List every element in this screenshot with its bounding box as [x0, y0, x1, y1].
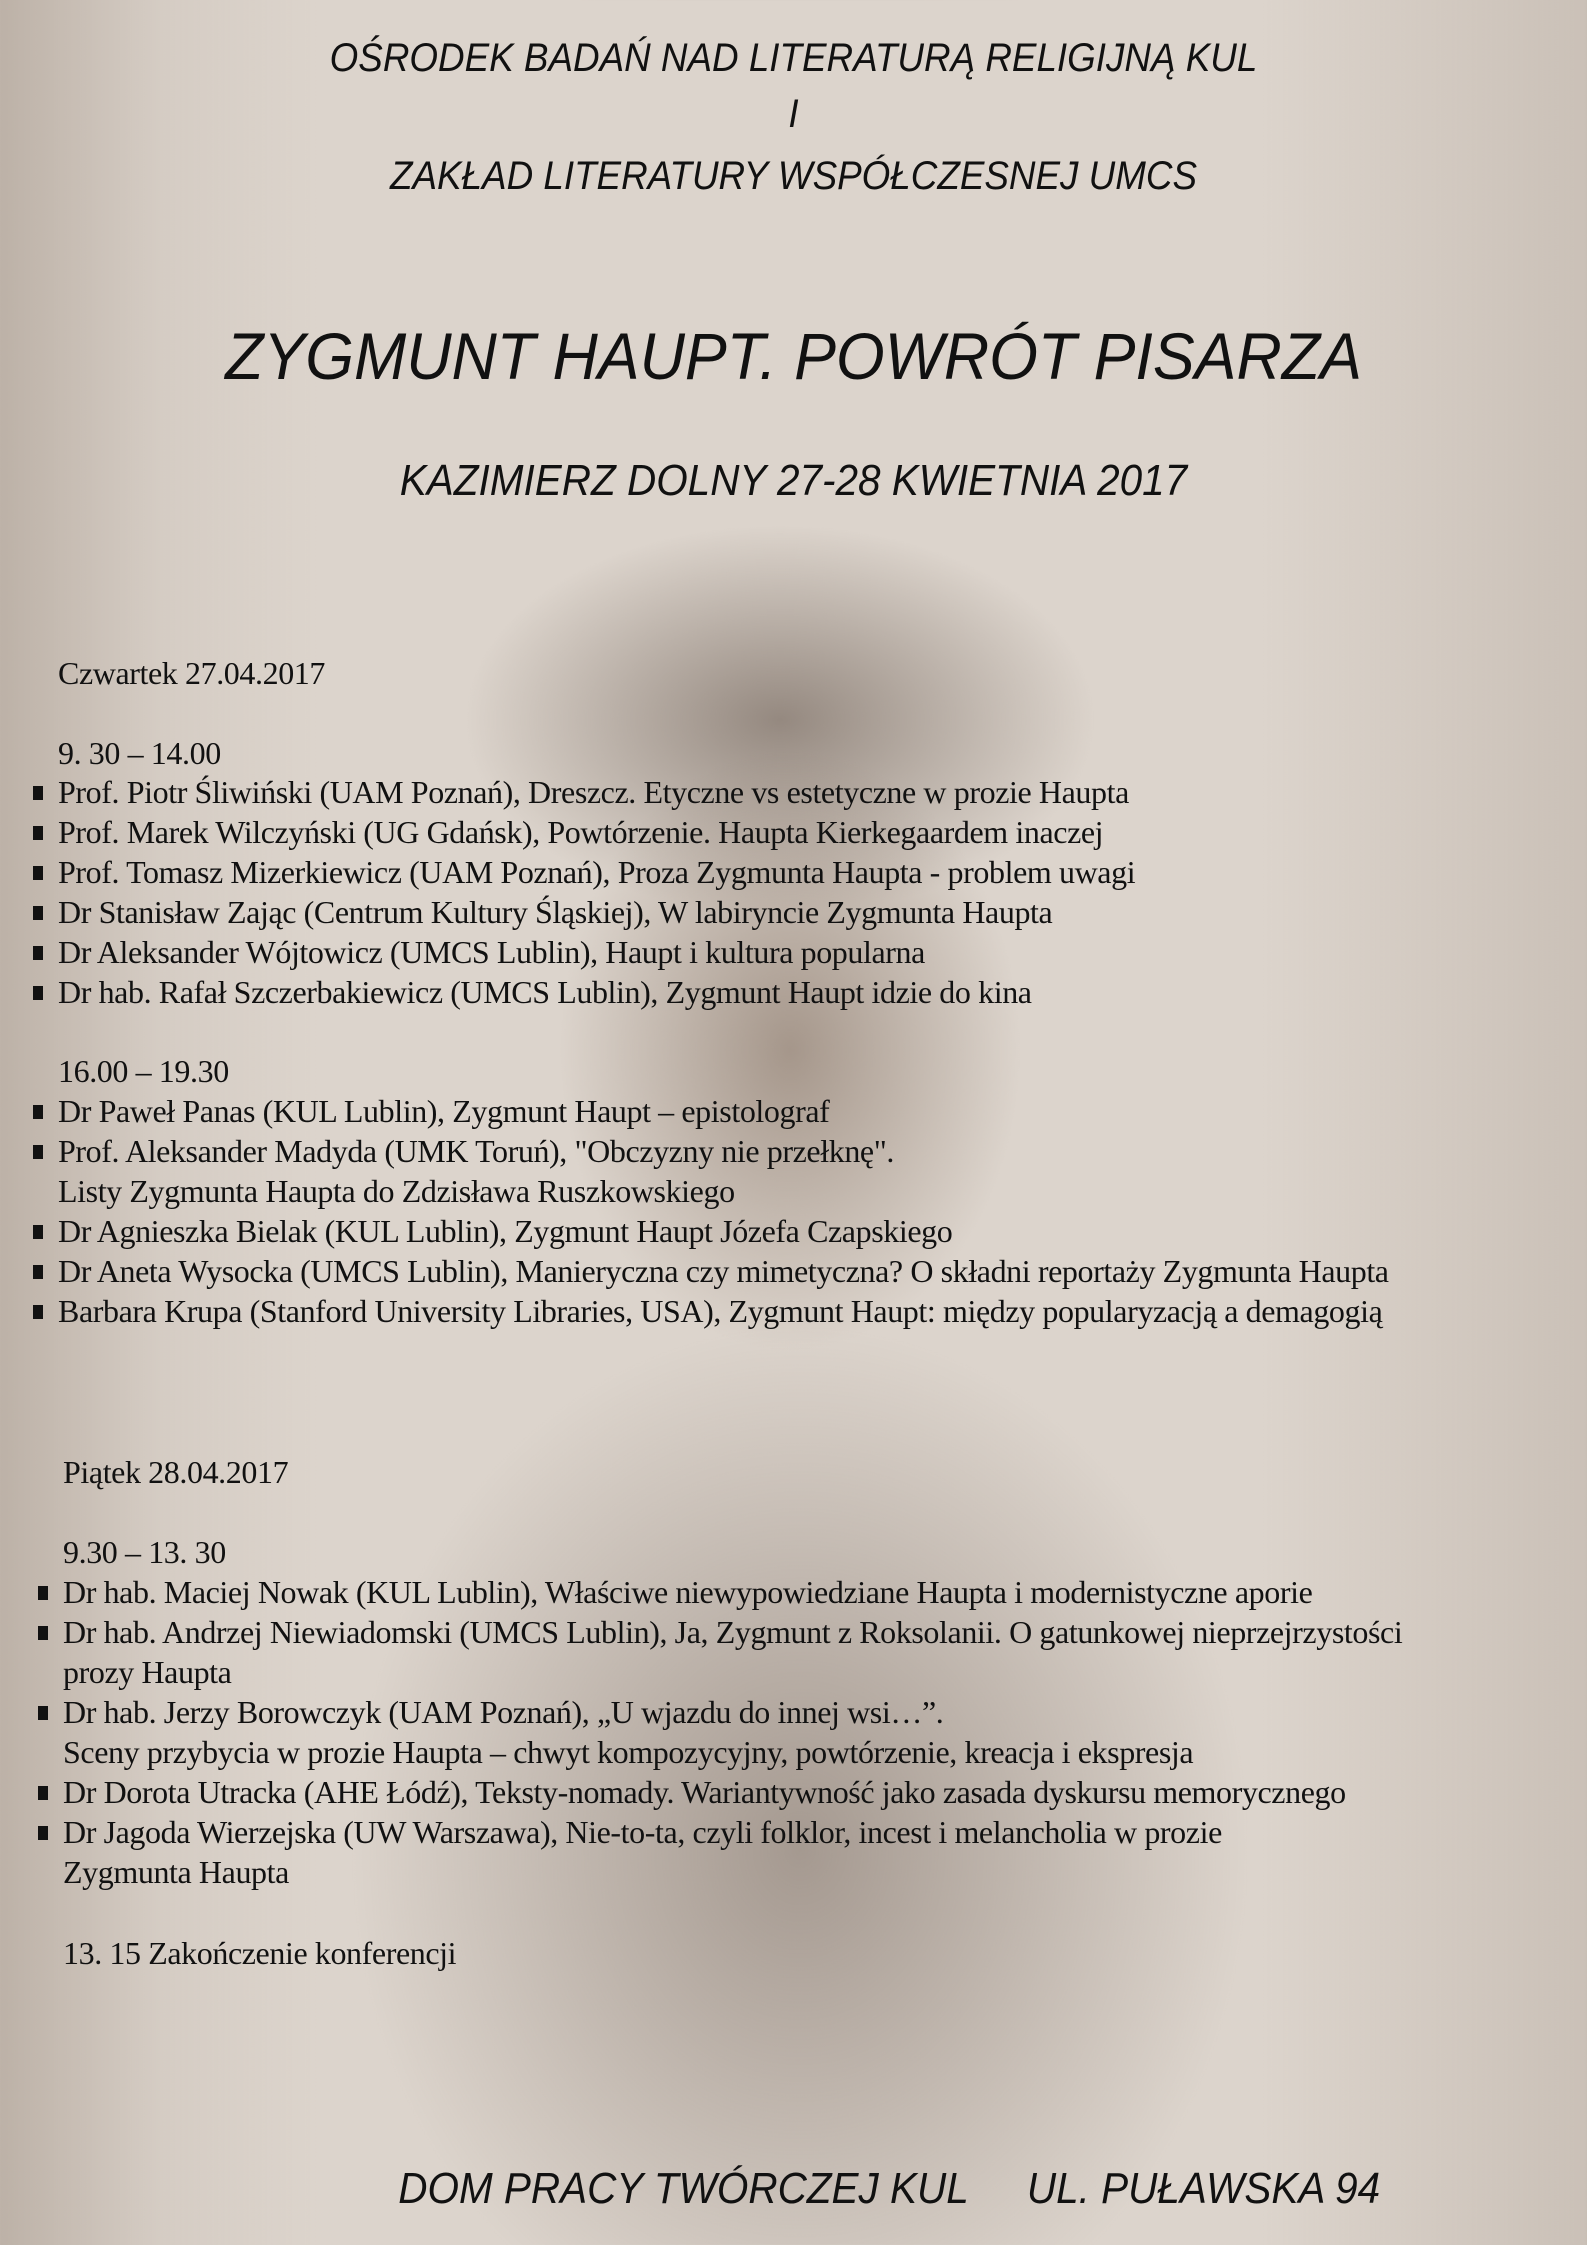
talk-item: Dr Paweł Panas (KUL Lublin), Zygmunt Haupt – epistolograf: [58, 1093, 830, 1129]
bullet-icon: [33, 986, 43, 1000]
day1-session2-time: 16.00 – 19.30: [58, 1053, 229, 1089]
talk-item: Dr hab. Maciej Nowak (KUL Lublin), Właściwe niewypowiedziane Haupta i modernistyczne aporie: [63, 1574, 1313, 1610]
talk-item: Dr Dorota Utracka (AHE Łódź), Teksty-nomady. Wariantywność jako zasada dyskursu memorycznego: [63, 1774, 1346, 1810]
place-date: KAZIMIERZ DOLNY 27-28 KWIETNIA 2017: [399, 456, 1188, 505]
day1-session1-time: 9. 30 – 14.00: [58, 735, 221, 771]
bullet-icon: [33, 1265, 43, 1279]
footer-address: UL. PUŁAWSKA 94: [1026, 2164, 1381, 2213]
bullet-icon: [33, 906, 43, 920]
conjunction: I: [788, 92, 799, 136]
talk-item: Dr Stanisław Zając (Centrum Kultury Śląskiej), W labiryncie Zygmunta Haupta: [58, 894, 1053, 930]
bullet-icon: [33, 1305, 43, 1319]
bullet-icon: [33, 786, 43, 800]
footer-venue: DOM PRACY TWÓRCZEJ KUL: [398, 2164, 969, 2213]
organizer-1: OŚRODEK BADAŃ NAD LITERATURĄ RELIGIJNĄ KUL: [329, 36, 1258, 80]
day2-session1-time: 9.30 – 13. 30: [63, 1534, 226, 1570]
bullet-icon: [33, 1105, 43, 1119]
talk-item: Barbara Krupa (Stanford University Libraries, USA), Zygmunt Haupt: między popularyzacją a demagogią: [58, 1293, 1383, 1329]
talk-item: Dr Agnieszka Bielak (KUL Lublin), Zygmunt Haupt Józefa Czapskiego: [58, 1213, 953, 1249]
talk-item: Prof. Tomasz Mizerkiewicz (UAM Poznań), Proza Zygmunta Haupta - problem uwagi: [58, 854, 1136, 890]
talk-continuation: prozy Haupta: [63, 1654, 232, 1690]
conference-title: ZYGMUNT HAUPT. POWRÓT PISARZA: [225, 319, 1362, 393]
bullet-icon: [38, 1706, 48, 1720]
closing: 13. 15 Zakończenie konferencji: [63, 1935, 457, 1971]
talk-item: Dr Aleksander Wójtowicz (UMCS Lublin), Haupt i kultura popularna: [58, 934, 925, 970]
day2-label: Piątek 28.04.2017: [63, 1454, 289, 1490]
bullet-icon: [33, 866, 43, 880]
talk-item: Prof. Piotr Śliwiński (UAM Poznań), Dreszcz. Etyczne vs estetyczne w prozie Haupta: [58, 774, 1129, 810]
talk-continuation: Zygmunta Haupta: [63, 1854, 289, 1890]
bullet-icon: [38, 1826, 48, 1840]
bullet-icon: [38, 1586, 48, 1600]
talk-continuation: Sceny przybycia w prozie Haupta – chwyt kompozycyjny, powtórzenie, kreacja i ekspresja: [63, 1734, 1194, 1770]
bullet-icon: [38, 1626, 48, 1640]
talk-continuation: Listy Zygmunta Haupta do Zdzisława Ruszkowskiego: [58, 1173, 735, 1209]
talk-item: Prof. Marek Wilczyński (UG Gdańsk), Powtórzenie. Haupta Kierkegaardem inaczej: [58, 814, 1104, 850]
bullet-icon: [38, 1786, 48, 1800]
talk-item: Prof. Aleksander Madyda (UMK Toruń), "Obczyzny nie przełknę".: [58, 1133, 894, 1169]
talk-item: Dr Jagoda Wierzejska (UW Warszawa), Nie-to-ta, czyli folklor, incest i melancholia w prozie: [63, 1814, 1222, 1850]
talk-item: Dr hab. Andrzej Niewiadomski (UMCS Lublin), Ja, Zygmunt z Roksolanii. O gatunkowej nieprzejrzystości: [63, 1614, 1403, 1650]
organizer-2: ZAKŁAD LITERATURY WSPÓŁCZESNEJ UMCS: [389, 154, 1198, 198]
bullet-icon: [33, 946, 43, 960]
bullet-icon: [33, 1225, 43, 1239]
talk-item: Dr hab. Rafał Szczerbakiewicz (UMCS Lublin), Zygmunt Haupt idzie do kina: [58, 974, 1032, 1010]
day1-label: Czwartek 27.04.2017: [58, 655, 326, 691]
bullet-icon: [33, 826, 43, 840]
talk-item: Dr hab. Jerzy Borowczyk (UAM Poznań), „U wjazdu do innej wsi…”.: [63, 1694, 944, 1730]
talk-item: Dr Aneta Wysocka (UMCS Lublin), Manieryczna czy mimetyczna? O składni reportaży Zygmunta Haupta: [58, 1253, 1389, 1289]
bullet-icon: [33, 1145, 43, 1159]
